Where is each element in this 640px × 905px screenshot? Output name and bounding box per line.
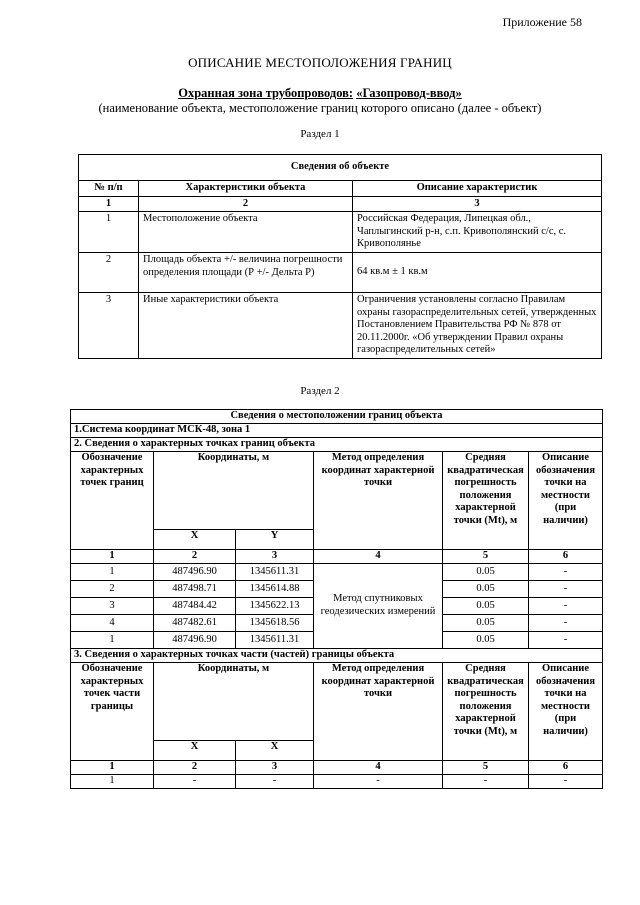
- point-x: 487498.71: [154, 581, 236, 598]
- col-number: 4: [314, 761, 443, 775]
- col-number: 6: [529, 550, 603, 564]
- characteristic-desc: Ограничения установлены согласно Правилам охраны газораспределительных сетей, утвержденных Постановлением Правительства РФ № 878 от 20.11.2000г. «Об утверждении Правил охраны газораспределительных сетей»: [353, 292, 602, 358]
- point-y: 1345618.56: [236, 615, 314, 632]
- col-header: Координаты, м: [154, 663, 314, 741]
- col-header: Обозначение характерных точек границ: [71, 452, 154, 550]
- point-x: 487482.61: [154, 615, 236, 632]
- point-mt: -: [443, 775, 529, 789]
- col-header-x: X: [236, 741, 314, 761]
- coordinate-system: 1.Система координат МСК-48, зона 1: [71, 424, 603, 438]
- point-y: 1345611.31: [236, 632, 314, 649]
- row-number: 1: [79, 212, 139, 253]
- point-x: 487484.42: [154, 598, 236, 615]
- point-y: 1345614.88: [236, 581, 314, 598]
- col-number: 2: [154, 761, 236, 775]
- col-header: Средняя квадратическая погрешность положения характерной точки (Mt), м: [443, 663, 529, 761]
- section-2-label: Раздел 2: [300, 385, 340, 397]
- col-header: Описание характеристик: [353, 181, 602, 197]
- col-number: 1: [79, 196, 139, 212]
- col-header-x: X: [154, 741, 236, 761]
- point-desc: -: [529, 632, 603, 649]
- col-number: 2: [154, 550, 236, 564]
- characteristic-desc: 64 кв.м ± 1 кв.м: [353, 252, 602, 292]
- point-y: 1345611.31: [236, 564, 314, 581]
- col-header: Описание обозначения точки на местности (при наличии): [529, 452, 603, 550]
- point-id: 3: [71, 598, 154, 615]
- col-number: 2: [139, 196, 353, 212]
- col-header: Обозначение характерных точек части границы: [71, 663, 154, 761]
- col-number: 1: [71, 761, 154, 775]
- col-header: Характеристики объекта: [139, 181, 353, 197]
- object-line: [0, 86, 640, 101]
- point-desc: -: [529, 598, 603, 615]
- point-y: -: [236, 775, 314, 789]
- table-row: [71, 564, 603, 581]
- col-number: 3: [353, 196, 602, 212]
- col-header: Метод определения координат характерной точки: [314, 663, 443, 761]
- document-title: ОПИСАНИЕ МЕСТОПОЛОЖЕНИЯ ГРАНИЦ: [188, 55, 452, 70]
- col-header: Координаты, м: [154, 452, 314, 530]
- point-desc: -: [529, 581, 603, 598]
- col-number: 6: [529, 761, 603, 775]
- table-row: [71, 775, 603, 789]
- point-x: 487496.90: [154, 632, 236, 649]
- point-mt: 0.05: [443, 581, 529, 598]
- object-name: «Газопровод-ввод»: [356, 86, 462, 100]
- col-header-x: X: [154, 530, 236, 550]
- point-id: 1: [71, 632, 154, 649]
- table-title: Сведения об объекте: [79, 155, 602, 181]
- col-header-y: Y: [236, 530, 314, 550]
- point-desc: -: [529, 564, 603, 581]
- characteristic-name: Иные характеристики объекта: [139, 292, 353, 358]
- point-y: 1345622.13: [236, 598, 314, 615]
- point-x: -: [154, 775, 236, 789]
- col-number: 5: [443, 761, 529, 775]
- object-type-label: Охранная зона трубопроводов:: [178, 86, 354, 100]
- characteristic-desc: Российская Федерация, Липецкая обл., Чаплыгинский р-н, с.п. Кривополянский с/с, с. Кривополянье: [353, 212, 602, 253]
- object-info-table: [78, 154, 602, 359]
- method-cell: Метод спутниковых геодезических измерений: [314, 564, 443, 649]
- point-mt: 0.05: [443, 564, 529, 581]
- table-title: Сведения о местоположении границ объекта: [71, 410, 603, 424]
- point-id: 4: [71, 615, 154, 632]
- section-1-label: Раздел 1: [300, 128, 340, 140]
- col-header: № п/п: [79, 181, 139, 197]
- method-cell: -: [314, 775, 443, 789]
- point-mt: 0.05: [443, 615, 529, 632]
- characteristic-name: Местоположение объекта: [139, 212, 353, 253]
- point-id: 1: [71, 775, 154, 789]
- col-number: 3: [236, 550, 314, 564]
- point-id: 1: [71, 564, 154, 581]
- row-number: 2: [79, 252, 139, 292]
- col-header: Описание обозначения точки на местности (при наличии): [529, 663, 603, 761]
- point-desc: -: [529, 775, 603, 789]
- boundary-location-table: [70, 409, 603, 789]
- point-id: 2: [71, 581, 154, 598]
- col-number: 1: [71, 550, 154, 564]
- naming-note: (наименование объекта, местоположение границ которого описано (далее - объект): [98, 101, 542, 115]
- col-number: 5: [443, 550, 529, 564]
- col-header: Средняя квадратическая погрешность положения характерной точки (Mt), м: [443, 452, 529, 550]
- row-number: 3: [79, 292, 139, 358]
- col-number: 4: [314, 550, 443, 564]
- appendix-label: Приложение 58: [502, 15, 582, 29]
- point-x: 487496.90: [154, 564, 236, 581]
- part-title: 3. Сведения о характерных точках части (частей) границы объекта: [71, 649, 603, 663]
- point-mt: 0.05: [443, 632, 529, 649]
- col-number: 3: [236, 761, 314, 775]
- point-desc: -: [529, 615, 603, 632]
- part-title: 2. Сведения о характерных точках границ объекта: [71, 438, 603, 452]
- point-mt: 0.05: [443, 598, 529, 615]
- characteristic-name: Площадь объекта +/- величина погрешности определения площади (Р +/- Дельта Р): [139, 252, 353, 292]
- col-header: Метод определения координат характерной точки: [314, 452, 443, 550]
